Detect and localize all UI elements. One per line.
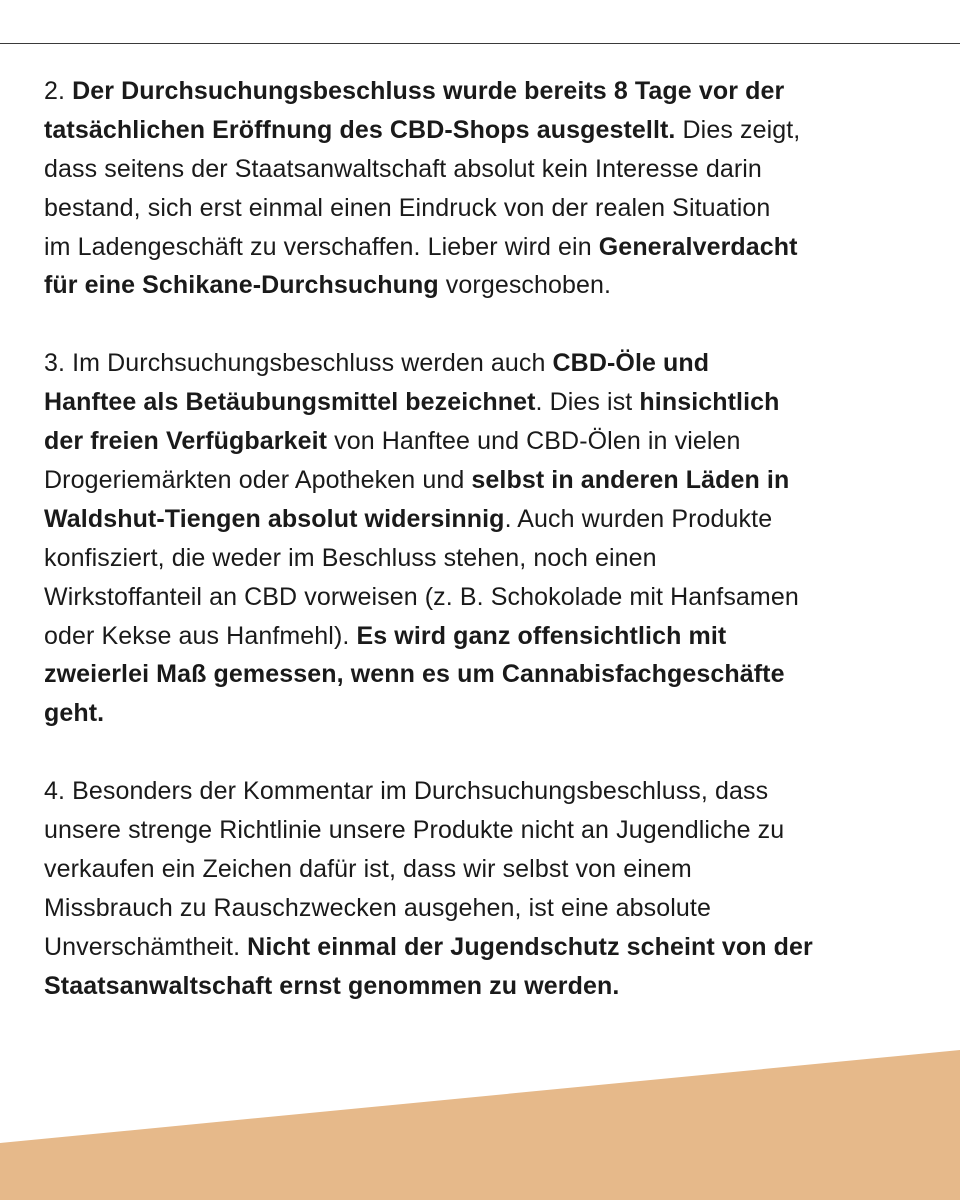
top-divider (0, 43, 960, 44)
text-line (44, 383, 924, 422)
text-line (44, 461, 924, 500)
text-segment: . Dies ist (535, 388, 640, 417)
text-line (44, 189, 924, 228)
bold-text-segment: Waldshut-Tiengen absolut widersinnig (44, 504, 505, 533)
bold-text-segment: Staatsanwaltschaft ernst genommen zu werden. (44, 971, 620, 1000)
text-segment: unsere strenge Richtlinie unsere Produkte nicht an Jugendliche zu (44, 816, 785, 845)
text-segment: oder Kekse aus Hanfmehl). (44, 621, 357, 650)
text-line (44, 967, 924, 1006)
text-line (44, 578, 924, 617)
text-segment: 2. (44, 77, 73, 105)
bold-text-segment: Hanftee als Betäubungsmittel bezeichnet (44, 388, 536, 417)
text-segment: Dies zeigt, (675, 115, 801, 144)
text-line (44, 72, 924, 111)
text-segment: dass seitens der Staatsanwaltschaft absolut kein Interesse darin (44, 154, 762, 183)
bold-text-segment: zweierlei Maß gemessen, wenn es um Cannabisfachgeschäfte (44, 660, 785, 689)
text-line (44, 850, 924, 889)
bold-text-segment: Der Durchsuchungsbeschluss wurde bereits 8 Tage vor der (72, 77, 785, 105)
text-line (44, 772, 924, 811)
paragraph-4 (44, 772, 924, 1005)
bold-text-segment: Generalverdacht (598, 232, 798, 261)
text-segment: 4. Besonders der Kommentar im Durchsuchungsbeschluss, dass (44, 777, 769, 806)
bold-text-segment: Nicht einmal der Jugendschutz scheint von der (247, 932, 813, 961)
text-segment: . Auch wurden Produkte (504, 504, 773, 533)
text-line (44, 889, 924, 928)
paragraph-3 (44, 344, 924, 733)
text-line (44, 266, 924, 305)
text-segment: von Hanftee und CBD-Ölen in vielen (327, 427, 741, 456)
text-segment: Wirkstoffanteil an CBD vorweisen (z. B. Schokolade mit Hanfsamen (44, 582, 799, 611)
text-line (44, 228, 924, 267)
text-line (44, 617, 924, 656)
bold-text-segment: CBD-Öle und (552, 349, 710, 378)
text-segment: 3. Im Durchsuchungsbeschluss werden auch (44, 349, 553, 378)
text-segment: im Ladengeschäft zu verschaffen. Lieber wird ein (44, 232, 599, 261)
bold-text-segment: tatsächlichen Eröffnung des CBD-Shops ausgestellt. (44, 115, 676, 144)
text-segment: Unverschämtheit. (44, 932, 248, 961)
bold-text-segment: Es wird ganz offensichtlich mit (356, 621, 727, 650)
text-line (44, 500, 924, 539)
text-segment: vorgeschoben. (438, 271, 612, 300)
accent-band-shape (0, 1050, 960, 1200)
document-body (44, 72, 924, 1045)
text-segment: Missbrauch zu Rauschzwecken ausgehen, ist eine absolute (44, 893, 711, 922)
text-line (44, 150, 924, 189)
decorative-bottom-band (0, 1050, 960, 1200)
text-line (44, 694, 924, 733)
bold-text-segment: hinsichtlich (639, 388, 780, 417)
text-segment: Drogeriemärkten oder Apotheken und (44, 466, 472, 495)
bold-text-segment: geht. (44, 699, 105, 728)
bold-text-segment: selbst in anderen Läden in (471, 466, 790, 495)
text-line (44, 811, 924, 850)
text-line (44, 422, 924, 461)
text-line (44, 344, 924, 383)
text-line (44, 111, 924, 150)
bold-text-segment: der freien Verfügbarkeit (44, 427, 328, 456)
bold-text-segment: für eine Schikane-Durchsuchung (44, 271, 439, 300)
paragraph-2 (44, 72, 924, 305)
text-segment: bestand, sich erst einmal einen Eindruck von der realen Situation (44, 193, 771, 222)
text-segment: verkaufen ein Zeichen dafür ist, dass wir selbst von einem (44, 855, 692, 884)
text-segment: konfisziert, die weder im Beschluss stehen, noch einen (44, 543, 657, 572)
text-line (44, 539, 924, 578)
text-line (44, 928, 924, 967)
text-line (44, 655, 924, 694)
